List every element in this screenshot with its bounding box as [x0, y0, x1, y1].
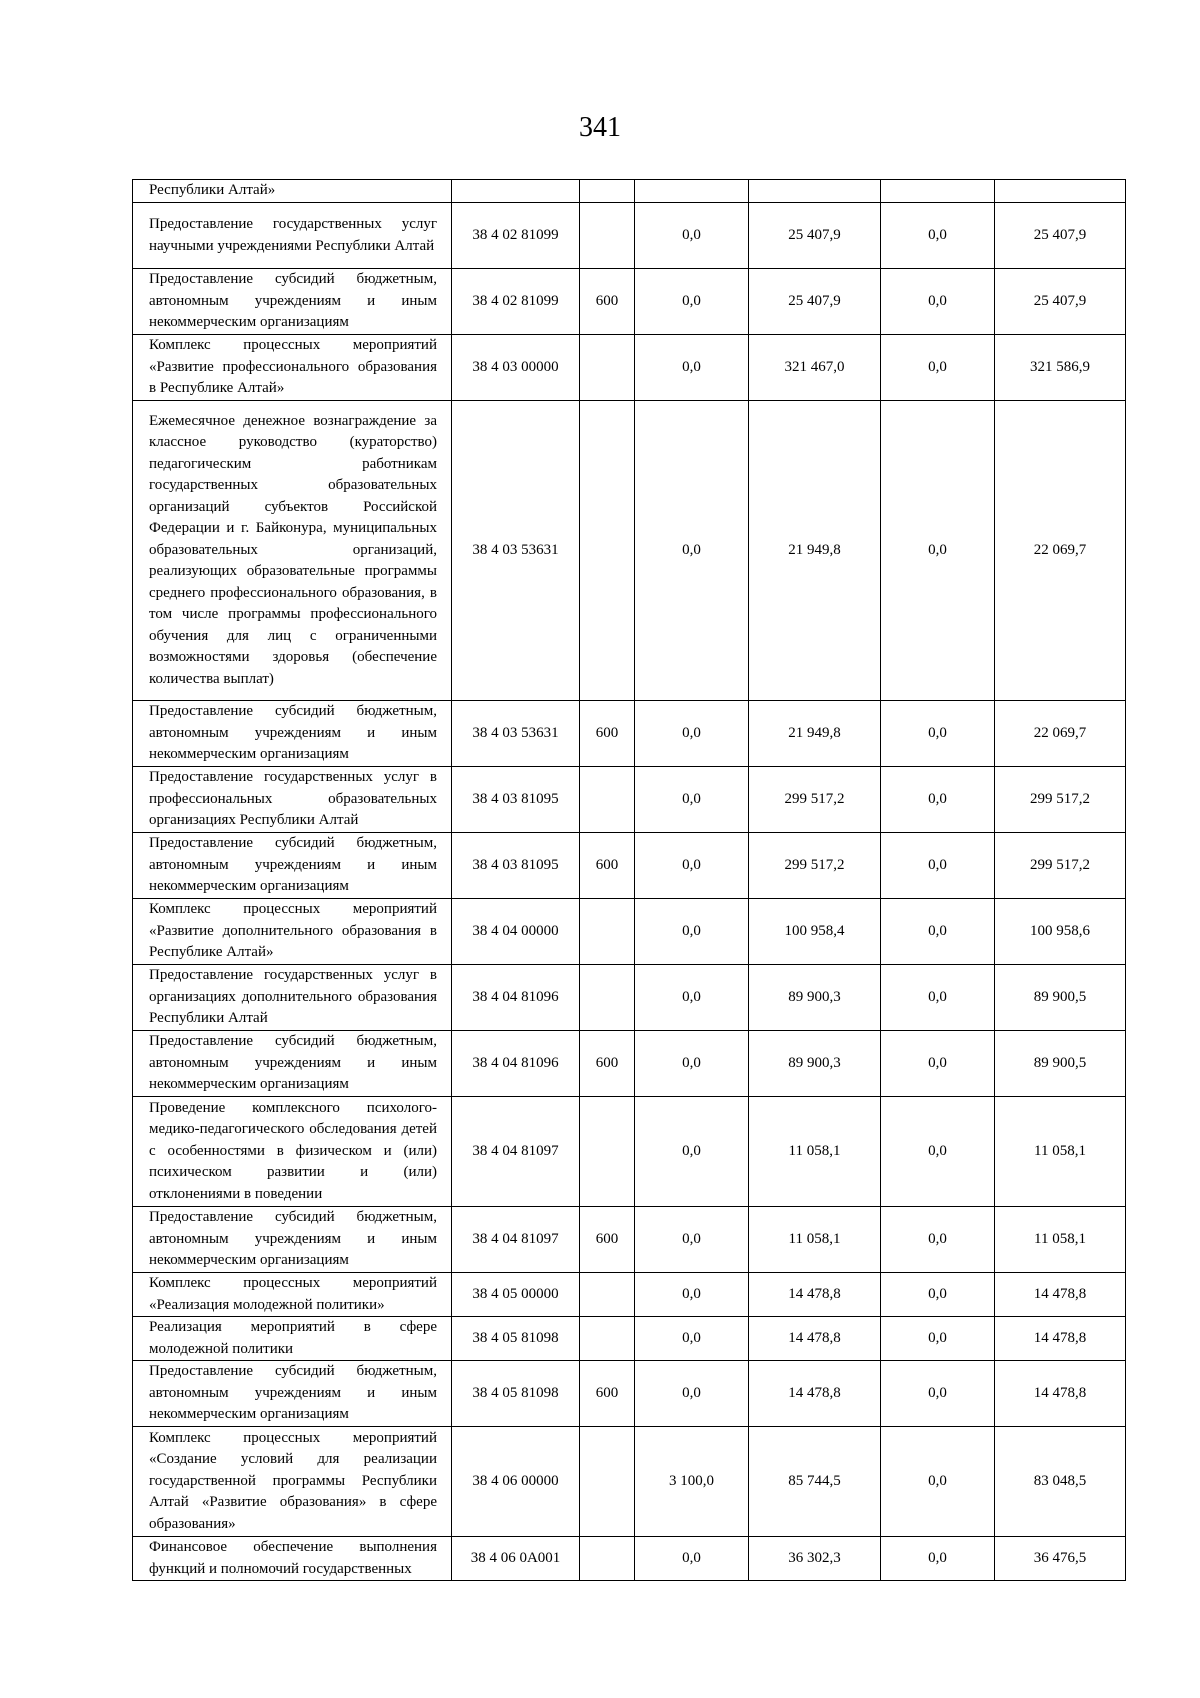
row-value-3	[881, 180, 995, 203]
row-value-2	[749, 180, 881, 203]
row-expense-type	[580, 1427, 635, 1537]
row-code: 38 4 03 81095	[452, 767, 580, 833]
row-name: Комплекс процессных мероприятий «Развитие дополнительного образования в Республике Алтай»	[133, 899, 452, 965]
row-value-3: 0,0	[881, 767, 995, 833]
row-value-4	[995, 180, 1126, 203]
row-value-4: 11 058,1	[995, 1207, 1126, 1273]
row-value-2: 36 302,3	[749, 1537, 881, 1581]
row-expense-type: 600	[580, 701, 635, 767]
row-value-4: 14 478,8	[995, 1361, 1126, 1427]
row-value-3: 0,0	[881, 833, 995, 899]
row-name: Реализация мероприятий в сфере молодежной политики	[133, 1317, 452, 1361]
table-row	[133, 965, 1126, 1031]
row-value-3: 0,0	[881, 335, 995, 401]
row-value-4: 83 048,5	[995, 1427, 1126, 1537]
row-value-3: 0,0	[881, 899, 995, 965]
table-row	[133, 767, 1126, 833]
row-value-4: 25 407,9	[995, 269, 1126, 335]
row-code: 38 4 02 81099	[452, 269, 580, 335]
row-value-1: 0,0	[635, 899, 749, 965]
row-value-4: 100 958,6	[995, 899, 1126, 965]
row-value-1: 0,0	[635, 1361, 749, 1427]
table-row	[133, 401, 1126, 701]
row-name: Комплекс процессных мероприятий «Создание условий для реализации государственной программы Республики Алтай «Развитие образования» в сфере образования»	[133, 1427, 452, 1537]
row-expense-type: 600	[580, 1361, 635, 1427]
row-value-2: 11 058,1	[749, 1207, 881, 1273]
row-name: Предоставление субсидий бюджетным, автономным учреждениям и иным некоммерческим организациям	[133, 1207, 452, 1273]
row-name: Предоставление субсидий бюджетным, автономным учреждениям и иным некоммерческим организациям	[133, 833, 452, 899]
table-row	[133, 1537, 1126, 1581]
row-code: 38 4 05 81098	[452, 1317, 580, 1361]
row-value-3: 0,0	[881, 1537, 995, 1581]
row-value-4: 321 586,9	[995, 335, 1126, 401]
row-expense-type	[580, 335, 635, 401]
row-expense-type: 600	[580, 1207, 635, 1273]
row-name: Финансовое обеспечение выполнения функций и полномочий государственных	[133, 1537, 452, 1581]
table-row	[133, 899, 1126, 965]
row-code: 38 4 05 00000	[452, 1273, 580, 1317]
row-value-1: 3 100,0	[635, 1427, 749, 1537]
table-row	[133, 1317, 1126, 1361]
row-value-3: 0,0	[881, 203, 995, 269]
row-value-2: 14 478,8	[749, 1317, 881, 1361]
table-row	[133, 180, 1126, 203]
row-value-2: 299 517,2	[749, 767, 881, 833]
row-value-3: 0,0	[881, 1207, 995, 1273]
row-value-2: 21 949,8	[749, 401, 881, 701]
row-name: Предоставление государственных услуг научными учреждениями Республики Алтай	[133, 203, 452, 269]
row-code: 38 4 04 00000	[452, 899, 580, 965]
budget-table	[132, 179, 1126, 1581]
row-value-2: 14 478,8	[749, 1361, 881, 1427]
row-code: 38 4 03 81095	[452, 833, 580, 899]
row-expense-type: 600	[580, 269, 635, 335]
row-expense-type: 600	[580, 1031, 635, 1097]
row-name: Предоставление субсидий бюджетным, автономным учреждениям и иным некоммерческим организациям	[133, 701, 452, 767]
row-value-1: 0,0	[635, 1537, 749, 1581]
row-name: Предоставление субсидий бюджетным, автономным учреждениям и иным некоммерческим организациям	[133, 1361, 452, 1427]
row-code: 38 4 04 81097	[452, 1097, 580, 1207]
row-expense-type	[580, 767, 635, 833]
row-value-1: 0,0	[635, 269, 749, 335]
row-value-3: 0,0	[881, 1273, 995, 1317]
row-expense-type	[580, 1097, 635, 1207]
row-name: Комплекс процессных мероприятий «Развитие профессионального образования в Республике Алтай»	[133, 335, 452, 401]
row-value-3: 0,0	[881, 1031, 995, 1097]
row-value-2: 14 478,8	[749, 1273, 881, 1317]
row-code: 38 4 03 53631	[452, 701, 580, 767]
table-row	[133, 1031, 1126, 1097]
row-code: 38 4 03 53631	[452, 401, 580, 701]
row-value-2: 85 744,5	[749, 1427, 881, 1537]
row-value-2: 89 900,3	[749, 965, 881, 1031]
row-value-2: 25 407,9	[749, 203, 881, 269]
row-value-4: 299 517,2	[995, 833, 1126, 899]
row-value-1: 0,0	[635, 767, 749, 833]
row-value-4: 14 478,8	[995, 1317, 1126, 1361]
row-code: 38 4 03 00000	[452, 335, 580, 401]
row-value-1: 0,0	[635, 1317, 749, 1361]
row-code: 38 4 04 81097	[452, 1207, 580, 1273]
row-name: Ежемесячное денежное вознаграждение за классное руководство (кураторство) педагогическим работникам государственных образовательных организаций субъектов Российской Федерации и г. Байконура, муниципальных образовательных организаций, реализующих образовательные программы среднего профессионального образования, в том числе программы профессионального обучения для лиц с ограниченными возможностями здоровья (обеспечение количества выплат)	[133, 401, 452, 701]
row-expense-type	[580, 1273, 635, 1317]
row-value-2: 25 407,9	[749, 269, 881, 335]
row-value-1: 0,0	[635, 335, 749, 401]
row-value-3: 0,0	[881, 965, 995, 1031]
page-number: 341	[579, 112, 621, 143]
row-value-4: 22 069,7	[995, 701, 1126, 767]
table-row	[133, 269, 1126, 335]
row-value-3: 0,0	[881, 269, 995, 335]
row-value-2: 100 958,4	[749, 899, 881, 965]
row-value-3: 0,0	[881, 1097, 995, 1207]
row-value-1: 0,0	[635, 833, 749, 899]
row-expense-type	[580, 899, 635, 965]
row-name: Проведение комплексного психолого-медико-педагогического обследования детей с особенностями в физическом и (или) психическом развитии и (или) отклонениями в поведении	[133, 1097, 452, 1207]
row-value-2: 299 517,2	[749, 833, 881, 899]
row-value-4: 22 069,7	[995, 401, 1126, 701]
row-value-1: 0,0	[635, 965, 749, 1031]
row-name: Комплекс процессных мероприятий «Реализация молодежной политики»	[133, 1273, 452, 1317]
row-name: Предоставление субсидий бюджетным, автономным учреждениям и иным некоммерческим организациям	[133, 1031, 452, 1097]
row-value-4: 14 478,8	[995, 1273, 1126, 1317]
row-expense-type: 600	[580, 833, 635, 899]
row-value-1: 0,0	[635, 203, 749, 269]
row-value-2: 89 900,3	[749, 1031, 881, 1097]
row-code: 38 4 04 81096	[452, 965, 580, 1031]
row-expense-type	[580, 965, 635, 1031]
row-value-4: 11 058,1	[995, 1097, 1126, 1207]
row-value-1	[635, 180, 749, 203]
row-code: 38 4 05 81098	[452, 1361, 580, 1427]
table-row	[133, 1207, 1126, 1273]
row-expense-type	[580, 180, 635, 203]
table-row	[133, 1273, 1126, 1317]
row-value-2: 11 058,1	[749, 1097, 881, 1207]
table-row	[133, 701, 1126, 767]
row-code: 38 4 06 00000	[452, 1427, 580, 1537]
row-value-1: 0,0	[635, 701, 749, 767]
row-value-1: 0,0	[635, 401, 749, 701]
row-value-4: 25 407,9	[995, 203, 1126, 269]
row-value-1: 0,0	[635, 1273, 749, 1317]
table-row	[133, 1097, 1126, 1207]
row-value-3: 0,0	[881, 401, 995, 701]
row-value-1: 0,0	[635, 1207, 749, 1273]
table-row	[133, 335, 1126, 401]
row-name: Предоставление государственных услуг в организациях дополнительного образования Республики Алтай	[133, 965, 452, 1031]
row-value-3: 0,0	[881, 1427, 995, 1537]
row-value-3: 0,0	[881, 1317, 995, 1361]
row-code: 38 4 02 81099	[452, 203, 580, 269]
row-value-2: 321 467,0	[749, 335, 881, 401]
row-expense-type	[580, 401, 635, 701]
row-name: Республики Алтай»	[133, 180, 452, 203]
table-row	[133, 1361, 1126, 1427]
row-value-1: 0,0	[635, 1097, 749, 1207]
table-row	[133, 1427, 1126, 1537]
row-value-4: 89 900,5	[995, 1031, 1126, 1097]
row-value-3: 0,0	[881, 1361, 995, 1427]
row-code: 38 4 04 81096	[452, 1031, 580, 1097]
row-value-3: 0,0	[881, 701, 995, 767]
row-value-1: 0,0	[635, 1031, 749, 1097]
table-row	[133, 833, 1126, 899]
row-expense-type	[580, 1537, 635, 1581]
row-code	[452, 180, 580, 203]
row-value-4: 36 476,5	[995, 1537, 1126, 1581]
row-expense-type	[580, 203, 635, 269]
table-row	[133, 203, 1126, 269]
row-expense-type	[580, 1317, 635, 1361]
row-name: Предоставление субсидий бюджетным, автономным учреждениям и иным некоммерческим организациям	[133, 269, 452, 335]
row-value-4: 299 517,2	[995, 767, 1126, 833]
row-value-4: 89 900,5	[995, 965, 1126, 1031]
row-name: Предоставление государственных услуг в профессиональных образовательных организациях Республики Алтай	[133, 767, 452, 833]
row-value-2: 21 949,8	[749, 701, 881, 767]
row-code: 38 4 06 0А001	[452, 1537, 580, 1581]
